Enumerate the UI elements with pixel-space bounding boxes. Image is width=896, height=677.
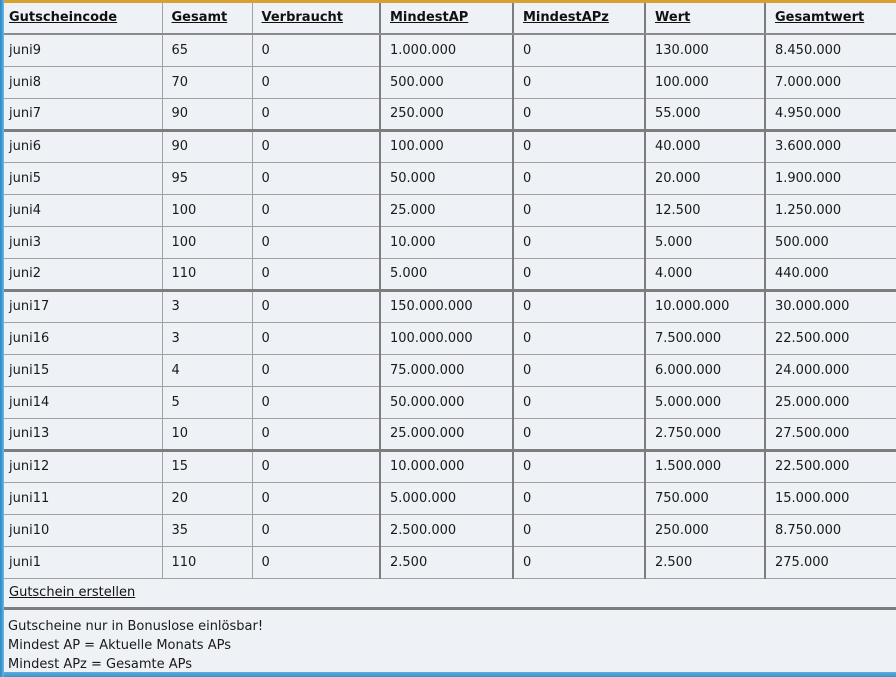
cell-wert: 2.500 — [645, 546, 765, 578]
table-row — [0, 66, 896, 98]
cell-verbraucht: 0 — [252, 290, 380, 322]
note-line: Mindest AP = Aktuelle Monats APs — [8, 637, 231, 653]
cell-gesamt: 15 — [162, 450, 252, 482]
cell-mindestap: 1.000.000 — [380, 34, 513, 66]
cell-gesamt: 90 — [162, 130, 252, 162]
cell-mindestapz: 0 — [513, 194, 645, 226]
cell-mindestap: 5.000 — [380, 258, 513, 290]
cell-verbraucht: 0 — [252, 322, 380, 354]
cell-mindestapz: 0 — [513, 66, 645, 98]
cell-verbraucht: 0 — [252, 418, 380, 450]
cell-gesamtwert: 24.000.000 — [765, 354, 896, 386]
cell-mindestap: 2.500.000 — [380, 514, 513, 546]
cell-mindestapz: 0 — [513, 418, 645, 450]
cell-gesamt: 20 — [162, 482, 252, 514]
column-header-wert[interactable] — [645, 2, 765, 34]
cell-verbraucht: 0 — [252, 482, 380, 514]
bottom-accent-bar — [0, 672, 896, 677]
top-accent-bar — [0, 0, 896, 3]
cell-mindestap: 75.000.000 — [380, 354, 513, 386]
column-sort-link[interactable]: Verbraucht — [261, 10, 343, 25]
cell-mindestap: 50.000.000 — [380, 386, 513, 418]
cell-gutscheincode: juni5 — [0, 162, 162, 194]
table-row — [0, 162, 896, 194]
column-header-gutscheincode[interactable] — [0, 2, 162, 34]
column-sort-link[interactable]: Gesamtwert — [775, 10, 865, 25]
cell-mindestapz: 0 — [513, 514, 645, 546]
cell-mindestapz: 0 — [513, 546, 645, 578]
table-row — [0, 34, 896, 66]
cell-mindestapz: 0 — [513, 162, 645, 194]
cell-gesamtwert: 22.500.000 — [765, 322, 896, 354]
cell-wert: 55.000 — [645, 98, 765, 130]
cell-gesamt: 3 — [162, 322, 252, 354]
voucher-table — [0, 2, 896, 579]
cell-wert: 20.000 — [645, 162, 765, 194]
cell-mindestapz: 0 — [513, 258, 645, 290]
cell-verbraucht: 0 — [252, 354, 380, 386]
cell-gesamt: 70 — [162, 66, 252, 98]
cell-verbraucht: 0 — [252, 258, 380, 290]
cell-gesamtwert: 30.000.000 — [765, 290, 896, 322]
column-sort-link[interactable]: Gesamt — [171, 10, 228, 25]
cell-gesamt: 100 — [162, 194, 252, 226]
cell-gesamtwert: 1.250.000 — [765, 194, 896, 226]
cell-gesamt: 110 — [162, 546, 252, 578]
cell-wert: 5.000 — [645, 226, 765, 258]
cell-gutscheincode: juni10 — [0, 514, 162, 546]
cell-gesamtwert: 8.450.000 — [765, 34, 896, 66]
cell-gutscheincode: juni8 — [0, 66, 162, 98]
cell-verbraucht: 0 — [252, 450, 380, 482]
cell-mindestap: 5.000.000 — [380, 482, 513, 514]
create-voucher-row — [0, 579, 896, 610]
column-header-verbraucht[interactable] — [252, 2, 380, 34]
cell-gesamt: 100 — [162, 226, 252, 258]
table-row — [0, 226, 896, 258]
cell-mindestap: 250.000 — [380, 98, 513, 130]
cell-mindestapz: 0 — [513, 354, 645, 386]
cell-mindestapz: 0 — [513, 226, 645, 258]
cell-wert: 6.000.000 — [645, 354, 765, 386]
cell-mindestapz: 0 — [513, 386, 645, 418]
cell-verbraucht: 0 — [252, 130, 380, 162]
cell-gesamt: 10 — [162, 418, 252, 450]
column-header-mindestapz[interactable] — [513, 2, 645, 34]
cell-verbraucht: 0 — [252, 514, 380, 546]
table-row — [0, 450, 896, 482]
table-row — [0, 386, 896, 418]
cell-verbraucht: 0 — [252, 162, 380, 194]
cell-wert: 100.000 — [645, 66, 765, 98]
table-header-row — [0, 2, 896, 34]
cell-gesamtwert: 440.000 — [765, 258, 896, 290]
cell-wert: 1.500.000 — [645, 450, 765, 482]
cell-mindestap: 10.000.000 — [380, 450, 513, 482]
cell-verbraucht: 0 — [252, 66, 380, 98]
cell-gesamtwert: 7.000.000 — [765, 66, 896, 98]
cell-gutscheincode: juni15 — [0, 354, 162, 386]
cell-gutscheincode: juni4 — [0, 194, 162, 226]
cell-wert: 7.500.000 — [645, 322, 765, 354]
cell-gesamt: 90 — [162, 98, 252, 130]
cell-wert: 5.000.000 — [645, 386, 765, 418]
cell-gutscheincode: juni12 — [0, 450, 162, 482]
cell-gesamt: 35 — [162, 514, 252, 546]
cell-mindestapz: 0 — [513, 450, 645, 482]
table-row — [0, 290, 896, 322]
note-line: Gutscheine nur in Bonuslose einlösbar! — [8, 618, 264, 634]
column-header-gesamt[interactable] — [162, 2, 252, 34]
cell-gesamtwert: 15.000.000 — [765, 482, 896, 514]
cell-gesamt: 65 — [162, 34, 252, 66]
cell-verbraucht: 0 — [252, 194, 380, 226]
cell-verbraucht: 0 — [252, 34, 380, 66]
cell-verbraucht: 0 — [252, 386, 380, 418]
table-row — [0, 98, 896, 130]
cell-gesamtwert: 275.000 — [765, 546, 896, 578]
cell-gutscheincode: juni1 — [0, 546, 162, 578]
cell-wert: 2.750.000 — [645, 418, 765, 450]
cell-mindestapz: 0 — [513, 482, 645, 514]
cell-gutscheincode: juni13 — [0, 418, 162, 450]
cell-verbraucht: 0 — [252, 546, 380, 578]
table-row — [0, 322, 896, 354]
cell-verbraucht: 0 — [252, 98, 380, 130]
cell-mindestap: 100.000 — [380, 130, 513, 162]
note-line: Mindest APz = Gesamte APs — [8, 656, 193, 672]
column-sort-link[interactable]: MindestAP — [390, 10, 469, 25]
left-accent-bar — [0, 0, 4, 677]
cell-mindestapz: 0 — [513, 98, 645, 130]
table-row — [0, 546, 896, 578]
cell-gesamtwert: 3.600.000 — [765, 130, 896, 162]
create-voucher-link[interactable]: Gutschein erstellen — [9, 585, 136, 600]
cell-gutscheincode: juni2 — [0, 258, 162, 290]
cell-wert: 4.000 — [645, 258, 765, 290]
cell-mindestapz: 0 — [513, 290, 645, 322]
cell-gesamtwert: 1.900.000 — [765, 162, 896, 194]
cell-mindestap: 25.000 — [380, 194, 513, 226]
column-header-gesamtwert[interactable] — [765, 2, 896, 34]
cell-wert: 750.000 — [645, 482, 765, 514]
column-sort-link[interactable]: Gutscheincode — [9, 10, 118, 25]
cell-gutscheincode: juni11 — [0, 482, 162, 514]
table-row — [0, 354, 896, 386]
cell-wert: 40.000 — [645, 130, 765, 162]
cell-gutscheincode: juni17 — [0, 290, 162, 322]
table-row — [0, 514, 896, 546]
cell-gesamt: 4 — [162, 354, 252, 386]
cell-mindestapz: 0 — [513, 322, 645, 354]
cell-mindestap: 2.500 — [380, 546, 513, 578]
cell-gutscheincode: juni3 — [0, 226, 162, 258]
table-body — [0, 34, 896, 578]
cell-gesamt: 3 — [162, 290, 252, 322]
cell-mindestap: 10.000 — [380, 226, 513, 258]
cell-mindestapz: 0 — [513, 130, 645, 162]
cell-gesamtwert: 500.000 — [765, 226, 896, 258]
cell-mindestap: 25.000.000 — [380, 418, 513, 450]
column-sort-link[interactable]: MindestAPz — [523, 10, 609, 25]
cell-gutscheincode: juni16 — [0, 322, 162, 354]
cell-gesamt: 95 — [162, 162, 252, 194]
cell-gesamt: 5 — [162, 386, 252, 418]
cell-gesamtwert: 4.950.000 — [765, 98, 896, 130]
cell-gesamtwert: 22.500.000 — [765, 450, 896, 482]
cell-gesamt: 110 — [162, 258, 252, 290]
column-sort-link[interactable]: Wert — [655, 10, 691, 25]
cell-mindestap: 500.000 — [380, 66, 513, 98]
cell-mindestap: 150.000.000 — [380, 290, 513, 322]
footer-notes — [0, 610, 896, 674]
cell-gutscheincode: juni14 — [0, 386, 162, 418]
cell-gesamtwert: 25.000.000 — [765, 386, 896, 418]
cell-gutscheincode: juni6 — [0, 130, 162, 162]
table-row — [0, 418, 896, 450]
cell-mindestap: 50.000 — [380, 162, 513, 194]
cell-wert: 12.500 — [645, 194, 765, 226]
table-row — [0, 194, 896, 226]
cell-gesamtwert: 27.500.000 — [765, 418, 896, 450]
table-row — [0, 482, 896, 514]
cell-mindestap: 100.000.000 — [380, 322, 513, 354]
cell-wert: 250.000 — [645, 514, 765, 546]
cell-gutscheincode: juni7 — [0, 98, 162, 130]
cell-mindestapz: 0 — [513, 34, 645, 66]
cell-verbraucht: 0 — [252, 226, 380, 258]
cell-gutscheincode: juni9 — [0, 34, 162, 66]
cell-wert: 130.000 — [645, 34, 765, 66]
column-header-mindestap[interactable] — [380, 2, 513, 34]
cell-wert: 10.000.000 — [645, 290, 765, 322]
table-row — [0, 258, 896, 290]
table-row — [0, 130, 896, 162]
cell-gesamtwert: 8.750.000 — [765, 514, 896, 546]
